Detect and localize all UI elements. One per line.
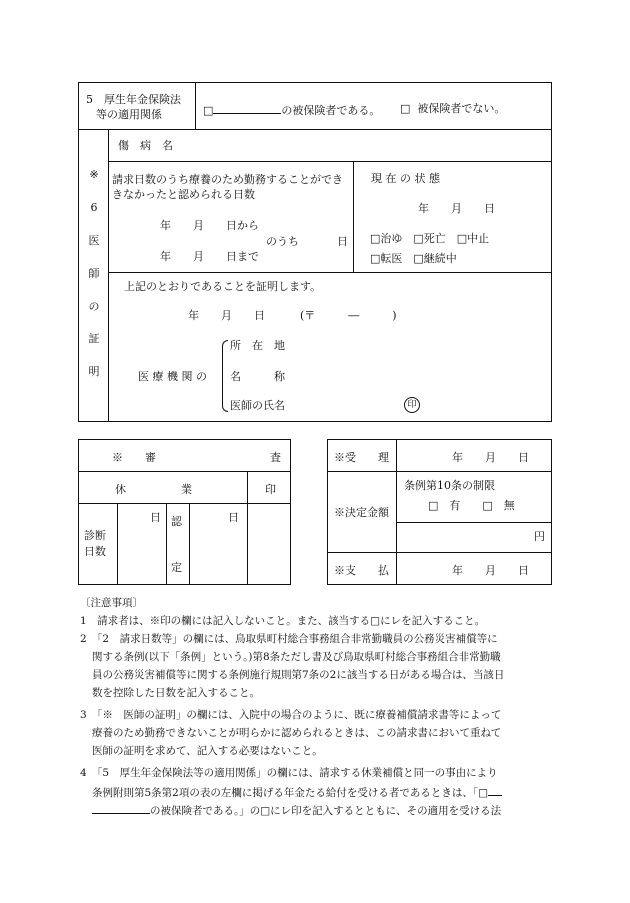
review-col-1 xyxy=(117,503,118,585)
review-col-2b xyxy=(189,503,190,585)
sec5-insured-option[interactable] xyxy=(203,103,380,116)
decided-amount-label: ※決定金額 xyxy=(334,506,389,519)
disease-label: 傷 病 名 xyxy=(118,139,173,152)
received-label: ※受 理 xyxy=(334,451,389,464)
status-date[interactable]: 年 月 日 xyxy=(418,202,495,215)
days-label-2: きなかったと認められる日数 xyxy=(112,188,255,201)
review-col-2 xyxy=(166,503,167,585)
yen-unit: 円 xyxy=(534,530,545,543)
review-leave-line xyxy=(78,503,291,504)
note-4b: 条例附則第5条第2項の表の左欄に掲げる年金たる給付を受ける者であるときは、「□ xyxy=(92,786,502,799)
note-2c: 員の公務災害補償等に関する条例施行規則第7条の2に該当する日がある場合は、当該日 xyxy=(92,669,505,681)
days-row-line xyxy=(108,272,552,273)
status-divider xyxy=(353,161,354,272)
sec5-label-2: 等の適用関係 xyxy=(96,108,162,121)
diag-day-unit: 日 xyxy=(150,511,161,524)
note-3a: 3 「※ 医師の証明」の欄には、入院中の場合のように、既に療養補償請求書等によって xyxy=(80,709,502,721)
pension-law-blank[interactable] xyxy=(213,103,281,114)
review-header-line xyxy=(78,471,291,472)
note-4-blank-1 xyxy=(488,786,502,796)
not-insured-checkbox[interactable]: □ xyxy=(400,102,411,115)
sec5-divider xyxy=(195,82,196,129)
seal-mark: 印 xyxy=(404,397,420,413)
receipt-divider xyxy=(396,439,397,585)
diag-days-label-2: 日数 xyxy=(84,545,106,558)
insured-checkbox[interactable]: □ xyxy=(203,104,214,117)
tei-label: 定 xyxy=(171,561,182,574)
note-2a: 2 「2 請求日数等」の欄には、鳥取県町村総合事務組合非常勤職員の公務災害補償等に xyxy=(80,633,498,645)
limit-label: 条例第10条の制限 xyxy=(404,479,495,492)
receipt-line-2 xyxy=(327,552,552,553)
note-4c: の被保険者である。」の□にレ印を記入するとともに、その適用を受ける法 xyxy=(92,804,501,817)
doctor-name-label: 医師の氏名 xyxy=(230,399,285,412)
note-4a: 4 「5 厚生年金保険法等の適用関係」の欄には、請求する休業補償と同一の事由により xyxy=(80,767,498,779)
status-options-2[interactable]: □転医 □継続中 xyxy=(370,252,457,265)
nin-label: 認 xyxy=(171,515,182,528)
days-label-1: 請求日数のうち療養のため勤務することができ xyxy=(112,173,343,186)
not-insured-text: 被保険者でない。 xyxy=(417,102,506,115)
receipt-line-1 xyxy=(327,471,552,472)
certify-text: 上記のとおりであることを証明します。 xyxy=(124,280,322,293)
insured-text: の被保険者である。 xyxy=(281,104,381,117)
note-2d: 数を控除した日数を記入すること。 xyxy=(92,687,260,699)
review-header-left: ※ 審 xyxy=(112,451,156,464)
receipt-yen-line xyxy=(396,522,552,523)
sec6-side-label: ※ 6 医 師 の 証 明 xyxy=(88,168,100,379)
received-date[interactable]: 年 月 日 xyxy=(452,451,529,464)
limit-options[interactable]: □ 有 □ 無 xyxy=(428,499,515,512)
note-3b: 療養のため勤務できないことが明らかに認められるときは、この請求書において重ねて xyxy=(92,727,502,739)
diag-days-label-1: 診断 xyxy=(84,529,106,542)
from-date[interactable]: 年 月 日から xyxy=(160,219,259,232)
of-which: のうち xyxy=(266,235,299,248)
note-3c: 医師の証明を求めて、記入する必要はないこと。 xyxy=(92,745,323,757)
paid-label: ※支 払 xyxy=(334,564,389,577)
to-date[interactable]: 年 月 日まで xyxy=(160,250,259,263)
status-label: 現 在 の 状 態 xyxy=(371,172,440,185)
name-label: 名 称 xyxy=(230,370,285,383)
days-unit: 日 xyxy=(337,235,348,248)
leave-label: 休 業 xyxy=(115,483,192,496)
note-2b: 関する条例(以下「条例」という。)第8条ただし書及び鳥取県町村総合事務組合非常勤職 xyxy=(92,651,501,663)
cert-day-unit: 日 xyxy=(228,511,239,524)
review-col-3 xyxy=(247,471,248,585)
review-header-right: 査 xyxy=(270,451,281,464)
disease-row-line xyxy=(108,161,552,162)
institution-brace xyxy=(222,340,228,412)
status-options-1[interactable]: □治ゆ □死亡 □中止 xyxy=(370,232,490,245)
institution-label: 医 療 機 関 の xyxy=(138,370,207,383)
review-box xyxy=(78,439,291,585)
leave-seal: 印 xyxy=(265,483,276,496)
certify-date[interactable]: 年 月 日 xyxy=(188,309,265,322)
address-label: 所 在 地 xyxy=(230,339,285,352)
note-4-blank-2 xyxy=(92,804,150,814)
paid-date[interactable]: 年 月 日 xyxy=(452,564,529,577)
notes-heading: 〔注意事項〕 xyxy=(80,597,143,609)
postal-code[interactable]: (〒 ― ) xyxy=(300,309,397,322)
sec5-not-insured-option[interactable] xyxy=(400,103,505,114)
sec5-label-1: 5 厚生年金保険法 xyxy=(86,93,181,106)
sec5-bottom-line xyxy=(78,129,552,130)
note-1: 1 請求者は、※印の欄には記入しないこと。また、該当する□にレを記入すること。 xyxy=(80,615,486,627)
sec6-side-divider xyxy=(108,129,109,422)
